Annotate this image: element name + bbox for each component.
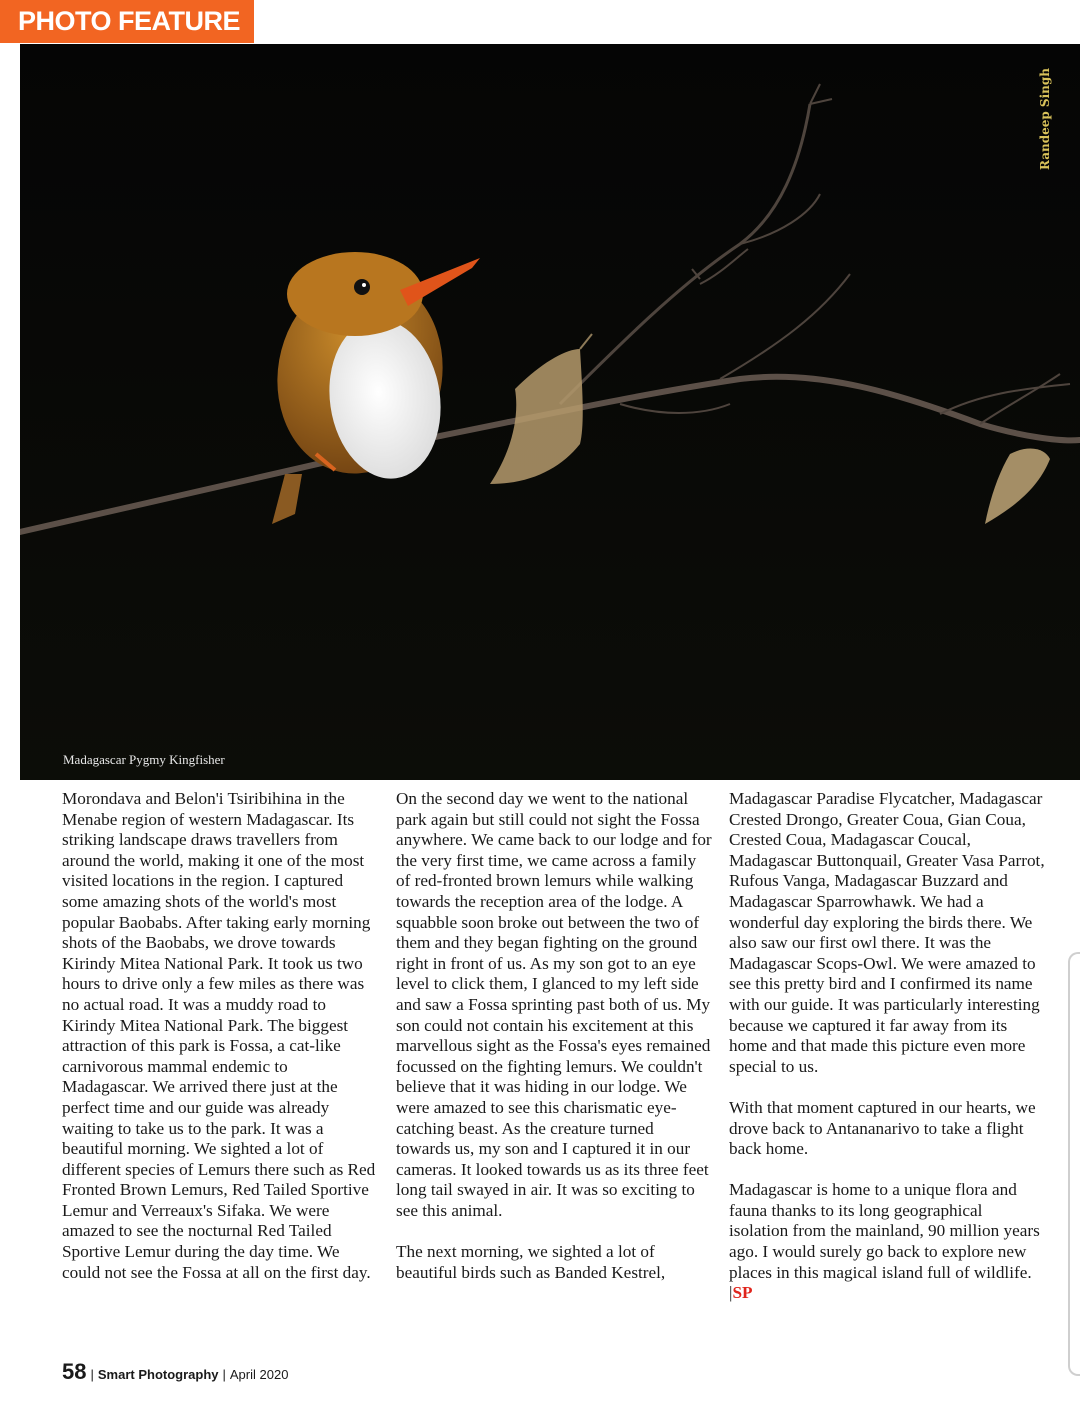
issue-date: April 2020 [229,1367,289,1382]
page-number: 58 [62,1359,87,1384]
paragraph-last [729,1180,1045,1304]
paragraph: The next morning, we sighted a lot of beautiful birds such as Banded Kestrel, [396,1242,666,1282]
feature-photo [20,44,1080,780]
paragraph: With that moment captured in our hearts, we drove back to Antananarivo to take a flight back home. [729,1097,1036,1159]
folio [62,1359,288,1385]
end-mark: SP [732,1283,753,1303]
paragraph: On the second day we went to the national park again but still could not sight the Fossa anywhere. We came back to our lodge and for the very first time, we came across a family of red-fronted brown lemurs while walking towards the reception area of the lodge. A squabble soon broke out between the two of them and they began fighting on the ground right in front of us. As my son got to an eye level to click them, I glanced to my left side and saw a Fossa sprinting past both of us. My son could not contain his excitement at this marvellous sight as the Fossa's eyes remained focussed on the fighting lemurs. We couldn't believe that it was hiding in our lodge. We were amazed to see this charismatic eye-catching beast. As the creature turned towards us, my son and I captured it in our cameras. It looked towards us as its three feet long tail swayed in air. It was so exciting to see this animal. [396,789,712,1220]
folio-separator: | [222,1367,226,1382]
paragraph: Morondava and Belon'i Tsiribihina in the Menabe region of western Madagascar. Its striking landscape draws travellers from around the world, making it one of the most visited locations in the region. I captured some amazing shots of the world's most popular Baobabs. After taking early morning shots of the Baobabs, we drove towards Kirindy Mitea National Park. It took us two hours to drive only a few miles as there was no actual road. It was a muddy road to Kirindy Mitea National Park. The biggest attraction of this park is Fossa, a cat-like carnivorous mammal endemic to Madagascar. We arrived there just at the perfect time and our guide was already waiting to take us to the park. It was a beautiful morning. We sighted a lot of different species of Lemurs there such as Red Fronted Brown Lemurs, Red Tailed Sportive Lemur and Verreaux's Sifaka. We were amazed to see the nocturnal Red Tailed Sportive Lemur during the day time. We could not see the Fossa at all on the first day. [62,789,376,1282]
photo-credit: Randeep Singh [1038,68,1052,171]
article-column-1 [62,789,378,1283]
folio-separator: | [90,1367,94,1382]
paragraph-text: Madagascar is home to a unique flora and fauna thanks to its long geographical isolation from the mainland, 90 million years ago. I would surely go back to explore new places in this magical island full of wildlife. | [729,1180,1040,1303]
kingfisher-illustration [20,44,1080,780]
scroll-handle[interactable] [1068,952,1080,1376]
magazine-name: Smart Photography [97,1367,219,1382]
article-column-2 [396,789,712,1283]
photo-caption: Madagascar Pygmy Kingfisher [63,752,225,767]
section-tag: PHOTO FEATURE [0,0,254,43]
article-column-3 [729,789,1045,1304]
paragraph: Madagascar Paradise Flycatcher, Madagascar Crested Drongo, Greater Coua, Gian Coua, Crested Coua, Madagascar Coucal, Madagascar Buttonquail, Greater Vasa Parrot, Rufous Vanga, Madagascar Buzzard and Madagascar Sparrowhawk. We had a wonderful day exploring the birds there. We also saw our first owl there. It was the Madagascar Scops-Owl. We were amazed to see this pretty bird and I confirmed its name with our guide. It was particularly interesting because we captured it far away from its home and that made this picture even more special to us. [729,789,1045,1076]
